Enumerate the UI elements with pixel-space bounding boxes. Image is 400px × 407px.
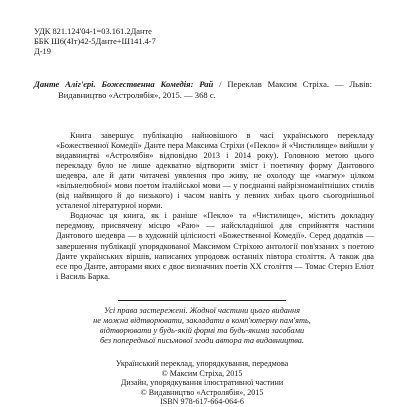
rights-line-3: відтворювати у будь-якій формі та будь-якими засобами: [99, 326, 305, 336]
isbn: ISBN 978-617-664-064-6: [160, 397, 244, 407]
udc-code: УДК 821.124'04-1=03.161.2Данте: [34, 27, 152, 36]
bbk-code: ББК Ш6(4Іт)42-5Данте+Ш141.4-7: [34, 37, 156, 47]
rights-line-1: Усі права застережені. Жодної частини цього видання: [103, 306, 301, 315]
abstract-paragraph-1: Книга завершує публікацію найновішого в часі українського перекладу «Божественної Комедії» Данте пера Максима Стріхи («Пекло» й «Чистилище» вийшли у видавництві «Астролябія» відповідно 2013 і 2014 року). Головною метою цього перекладу було не лише адекватно відтворити зміст і поетичну форму Дантового шедевра, але й дати читачеві уявлення про живу, не охолоду ще «магму» цілком «вільнелюбної» мови поетом італійської мови — у поєднанні найрізноманітніших стилів (від найвищого й до низького) і часом навіть у певних хибах цього сьогоднішньої усталеної літературної норми.: [56, 131, 374, 211]
bibliographic-heading: Данте Аліг'єрі. Божественна Комедія: Рай: [34, 79, 214, 89]
rights-line-4: без попередньої письмової згоди автора та видавництва.: [99, 336, 305, 346]
rights-line-2: не можна відтворювати, закладати в комп'ютерну пам'ять,: [93, 316, 311, 326]
divider-rule: [118, 300, 286, 301]
credit-design: Дизайн, упорядкування ілюстративної частини: [120, 378, 284, 388]
credit-translator-copyright: © Максим Стріха, 2015: [161, 368, 243, 378]
author-mark: Д-19: [34, 47, 51, 57]
credit-translation: Український переклад, упорядкування, передмова: [115, 359, 289, 368]
bibliographic-details: / Переклав Максим Стріха. — Львів: Видавництво «Астролябія», 2015. — 368 с.: [58, 79, 372, 100]
credit-publisher-copyright: © Видавництво «Астролябія», 2015: [140, 387, 264, 397]
bibliographic-record: [34, 79, 372, 100]
abstract-paragraph-2: Водночас ця книга, як і раніше «Пекло» та «Чистилище», містить докладну передмову, присвячену місцю «Раю» — найскладнішої для сприйняття частини Дантового шедевра — в художній цілісності «Божественної Комедії». Серед додатків — завершення публікації упорядкованої Максимом Стріхою антології пов'язаних з поетою Данте українських віршів, написаних упродовж останніх півтора століття. А також два есе про Данте, авторами яких є двоє визначних поетів ХХ століття — Томас Стернз Еліот і Василь Барка.: [56, 211, 374, 281]
book-abstract: [56, 131, 374, 282]
rights-notice: [70, 306, 334, 346]
classification-block: [34, 27, 156, 58]
